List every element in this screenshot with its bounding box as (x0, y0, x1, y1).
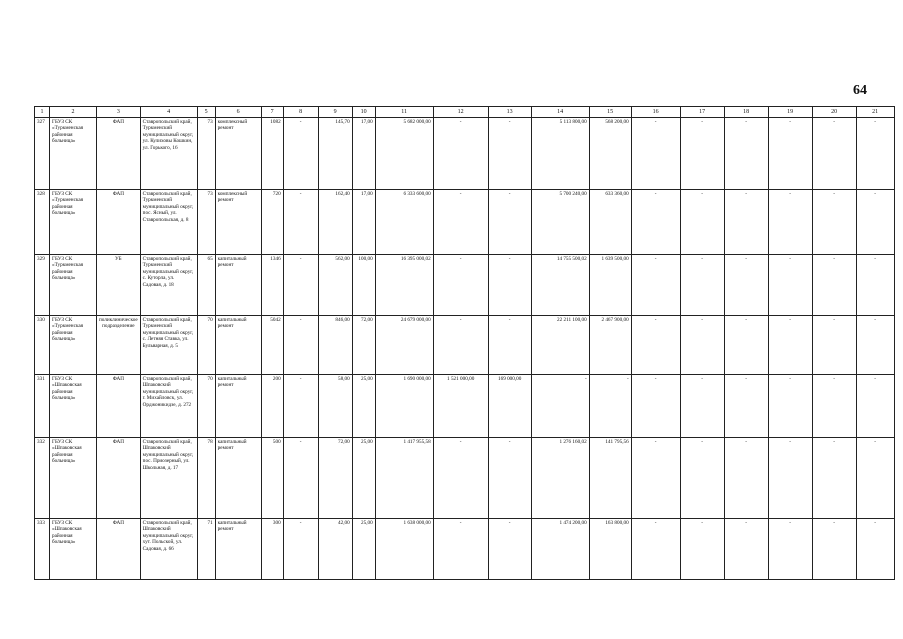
work-type-cell: капитальный ремонт (215, 255, 261, 316)
organization-cell: ГБУЗ СК «Шпаковская районная больница» (50, 519, 97, 580)
cell-c12: - (433, 255, 488, 316)
cell-c10: 25,00 (352, 375, 375, 438)
work-type-cell: капитальный ремонт (215, 316, 261, 375)
row-number: 327 (35, 118, 50, 190)
column-header: 2 (50, 107, 97, 118)
cell-c18: - (724, 519, 768, 580)
cell-c8: - (283, 118, 318, 190)
address-cell: Ставропольский край, Туркменский муниципальный округ, ул. Кулиховы Кошкин, ул. Горького, 16 (140, 118, 197, 190)
work-type-cell: комплексный ремонт (215, 190, 261, 255)
table-row (35, 438, 895, 519)
cell-c19: - (768, 118, 812, 190)
cell-c18: - (724, 190, 768, 255)
cell-c20: - (812, 255, 856, 316)
facility-type-cell: поликлиническое подразделение (97, 316, 141, 375)
col5-cell: 71 (197, 519, 215, 580)
cell-c20: - (812, 438, 856, 519)
cell-c7: 1346 (261, 255, 283, 316)
table-row (35, 118, 895, 190)
cell-c11: 1 417 955,58 (375, 438, 433, 519)
column-header: 18 (724, 107, 768, 118)
facility-type-cell: ФАП (97, 118, 141, 190)
cell-c16: - (631, 190, 680, 255)
work-type-cell: капитальный ремонт (215, 375, 261, 438)
row-number: 331 (35, 375, 50, 438)
cell-c9: 42,00 (318, 519, 352, 580)
cell-c13: - (488, 438, 531, 519)
col5-cell: 73 (197, 118, 215, 190)
table-row (35, 255, 895, 316)
column-header: 15 (589, 107, 631, 118)
cell-c20: - (812, 316, 856, 375)
organization-cell: ГБУЗ СК «Туркменская районная больница» (50, 118, 97, 190)
cell-c19: - (768, 519, 812, 580)
col5-cell: 70 (197, 316, 215, 375)
cell-c17: - (680, 190, 724, 255)
cell-c17: - (680, 375, 724, 438)
cell-c16: - (631, 316, 680, 375)
cell-c18: - (724, 118, 768, 190)
cell-c7: 200 (261, 375, 283, 438)
column-header: 11 (375, 107, 433, 118)
column-header: 12 (433, 107, 488, 118)
cell-c12: 1 521 000,00 (433, 375, 488, 438)
cell-c11: 6 333 600,00 (375, 190, 433, 255)
cell-c21: - (856, 190, 894, 255)
cell-c14: 1 276 160,02 (531, 438, 589, 519)
cell-c13: - (488, 190, 531, 255)
cell-c11: 1 690 000,00 (375, 375, 433, 438)
table-row (35, 375, 895, 438)
cell-c12: - (433, 519, 488, 580)
cell-c7: 300 (261, 519, 283, 580)
cell-c15: 1 639 500,00 (589, 255, 631, 316)
facility-type-cell: УБ (97, 255, 141, 316)
column-header: 21 (856, 107, 894, 118)
row-number: 328 (35, 190, 50, 255)
cell-c14: - (531, 375, 589, 438)
cell-c11: 5 682 000,00 (375, 118, 433, 190)
cell-c21: - (856, 118, 894, 190)
cell-c20: - (812, 519, 856, 580)
cell-c21: - (856, 255, 894, 316)
cell-c16: - (631, 519, 680, 580)
cell-c15: 2 467 900,00 (589, 316, 631, 375)
cell-c18: - (724, 316, 768, 375)
cell-c19: - (768, 316, 812, 375)
cell-c8: - (283, 375, 318, 438)
cell-c10: 17,00 (352, 190, 375, 255)
cell-c19: - (768, 438, 812, 519)
cell-c10: 72,00 (352, 316, 375, 375)
column-header: 6 (215, 107, 261, 118)
cell-c20: - (812, 190, 856, 255)
cell-c15: 568 200,00 (589, 118, 631, 190)
cell-c15: 633 360,00 (589, 190, 631, 255)
address-cell: Ставропольский край, Шпаковский муниципальный округ, г. Михайловск, ул. Орджоникидзе, д. 272 (140, 375, 197, 438)
cell-c7: 5042 (261, 316, 283, 375)
cell-c18: - (724, 375, 768, 438)
cell-c14: 22 211 100,00 (531, 316, 589, 375)
cell-c13: - (488, 316, 531, 375)
cell-c16: - (631, 375, 680, 438)
cell-c16: - (631, 255, 680, 316)
cell-c9: 145,70 (318, 118, 352, 190)
organization-cell: ГБУЗ СК «Туркменская районная больница» (50, 190, 97, 255)
table-row (35, 190, 895, 255)
cell-c21: - (856, 519, 894, 580)
cell-c11: 24 679 000,00 (375, 316, 433, 375)
cell-c9: 58,00 (318, 375, 352, 438)
cell-c14: 1 474 200,00 (531, 519, 589, 580)
cell-c8: - (283, 316, 318, 375)
cell-c13: - (488, 255, 531, 316)
cell-c17: - (680, 519, 724, 580)
table-row (35, 316, 895, 375)
cell-c10: 25,00 (352, 519, 375, 580)
header-row (35, 107, 895, 118)
column-header: 20 (812, 107, 856, 118)
cell-c21: - (856, 375, 894, 438)
table-row (35, 519, 895, 580)
organization-cell: ГБУЗ СК «Шпаковская районная больница» (50, 438, 97, 519)
cell-c17: - (680, 438, 724, 519)
cell-c7: 720 (261, 190, 283, 255)
column-header: 1 (35, 107, 50, 118)
cell-c8: - (283, 190, 318, 255)
col5-cell: 70 (197, 375, 215, 438)
work-type-cell: капитальный ремонт (215, 519, 261, 580)
cell-c13: - (488, 118, 531, 190)
cell-c20: - (812, 118, 856, 190)
column-header: 9 (318, 107, 352, 118)
cell-c10: 17,00 (352, 118, 375, 190)
cell-c8: - (283, 255, 318, 316)
cell-c7: 500 (261, 438, 283, 519)
col5-cell: 73 (197, 190, 215, 255)
facility-type-cell: ФАП (97, 190, 141, 255)
cell-c9: 846,00 (318, 316, 352, 375)
column-header: 10 (352, 107, 375, 118)
cell-c13: - (488, 519, 531, 580)
address-cell: Ставропольский край, Туркменский муниципальный округ, с. Летняя Ставка, ул. Бульварная, д. 5 (140, 316, 197, 375)
column-header: 17 (680, 107, 724, 118)
cell-c17: - (680, 316, 724, 375)
organization-cell: ГБУЗ СК «Туркменская районная больница» (50, 316, 97, 375)
cell-c17: - (680, 118, 724, 190)
column-header: 14 (531, 107, 589, 118)
row-number: 333 (35, 519, 50, 580)
address-cell: Ставропольский край, Туркменский муниципальный округ, пос. Ясный, ул. Ставропольская, д. 8 (140, 190, 197, 255)
cell-c12: - (433, 316, 488, 375)
cell-c11: 1 638 000,00 (375, 519, 433, 580)
cell-c9: 162,40 (318, 190, 352, 255)
cell-c12: - (433, 438, 488, 519)
column-header: 8 (283, 107, 318, 118)
cell-c20: - (812, 375, 856, 438)
row-number: 329 (35, 255, 50, 316)
organization-cell: ГБУЗ СК «Туркменская районная больница» (50, 255, 97, 316)
cell-c8: - (283, 438, 318, 519)
cell-c19: - (768, 190, 812, 255)
cell-c7: 1082 (261, 118, 283, 190)
cell-c16: - (631, 118, 680, 190)
facility-type-cell: ФАП (97, 375, 141, 438)
cell-c10: 25,00 (352, 438, 375, 519)
cell-c12: - (433, 118, 488, 190)
cell-c15: 163 800,00 (589, 519, 631, 580)
facility-type-cell: ФАП (97, 438, 141, 519)
address-cell: Ставропольский край, Туркменский муниципальный округ, с. Куторла, ул. Садовая, д. 18 (140, 255, 197, 316)
work-type-cell: капитальный ремонт (215, 438, 261, 519)
column-header: 19 (768, 107, 812, 118)
facility-type-cell: ФАП (97, 519, 141, 580)
cell-c15: 141 795,56 (589, 438, 631, 519)
cell-c19: - (768, 255, 812, 316)
cell-c14: 5 113 800,00 (531, 118, 589, 190)
column-header: 4 (140, 107, 197, 118)
address-cell: Ставропольский край, Шпаковский муниципальный округ, хут. Польской, ул. Садовая, д. 66 (140, 519, 197, 580)
cell-c13: 169 000,00 (488, 375, 531, 438)
row-number: 330 (35, 316, 50, 375)
organization-cell: ГБУЗ СК «Шпаковская районная больница» (50, 375, 97, 438)
page-number: 64 (853, 83, 867, 98)
column-header: 16 (631, 107, 680, 118)
cell-c15: - (589, 375, 631, 438)
cell-c17: - (680, 255, 724, 316)
column-header: 13 (488, 107, 531, 118)
column-header: 7 (261, 107, 283, 118)
col5-cell: 65 (197, 255, 215, 316)
cell-c18: - (724, 255, 768, 316)
work-type-cell: комплексный ремонт (215, 118, 261, 190)
cell-c18: - (724, 438, 768, 519)
data-table (34, 106, 895, 580)
row-number: 332 (35, 438, 50, 519)
cell-c21: - (856, 316, 894, 375)
cell-c14: 14 755 500,02 (531, 255, 589, 316)
cell-c8: - (283, 519, 318, 580)
address-cell: Ставропольский край, Шпаковский муниципальный округ, пос. Приозерный, ул. Школьная, д. 17 (140, 438, 197, 519)
cell-c21: - (856, 438, 894, 519)
column-header: 3 (97, 107, 141, 118)
cell-c16: - (631, 438, 680, 519)
col5-cell: 78 (197, 438, 215, 519)
cell-c19: - (768, 375, 812, 438)
cell-c10: 100,00 (352, 255, 375, 316)
cell-c14: 5 700 240,00 (531, 190, 589, 255)
cell-c11: 16 395 000,02 (375, 255, 433, 316)
column-header: 5 (197, 107, 215, 118)
cell-c9: 562,00 (318, 255, 352, 316)
cell-c12: - (433, 190, 488, 255)
cell-c9: 72,00 (318, 438, 352, 519)
